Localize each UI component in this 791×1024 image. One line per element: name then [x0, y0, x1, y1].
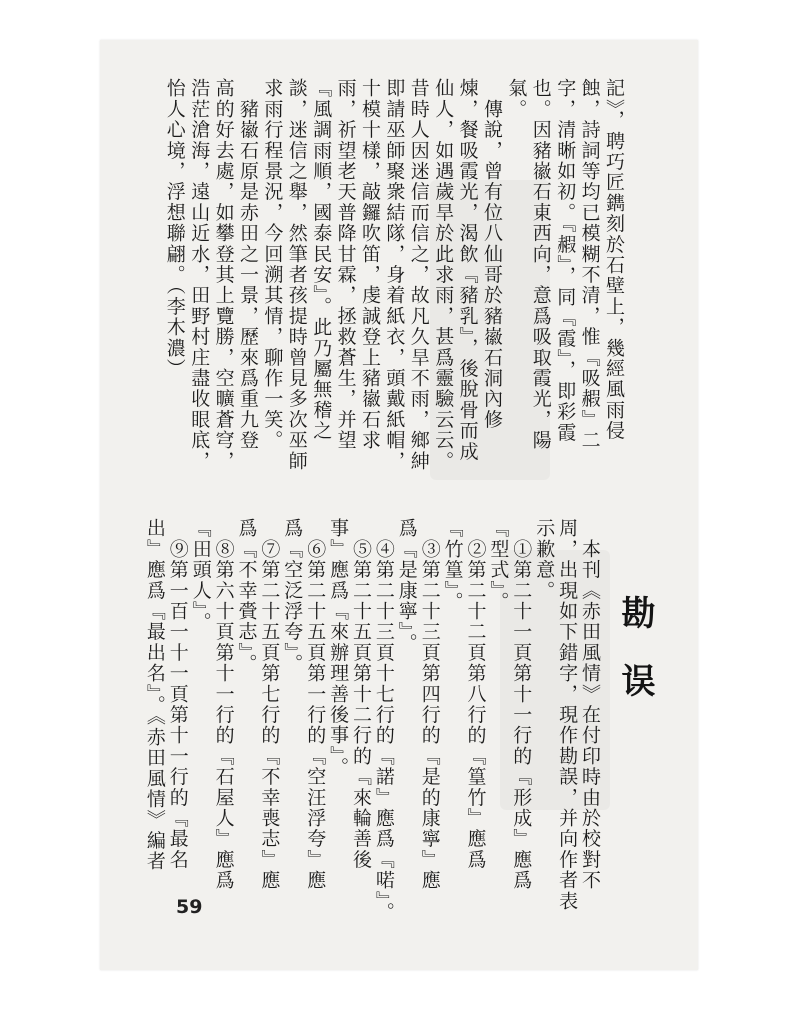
- text-column: 雨，祈望老天普降甘霖，拯救蒼生，并望: [334, 78, 357, 451]
- text-column: 氣。: [505, 78, 528, 120]
- text-column: 周，出現如下錯字，現作勘誤，并向作者表: [556, 518, 579, 912]
- text-column: 煉，餐吸霞光，渴飲『豬乳』，後脫骨而成: [456, 78, 479, 462]
- text-column: 談，迷信之舉，然筆者孩提時曾見多次巫師: [285, 78, 308, 472]
- text-column: ②第二十二頁第八行的『篁竹』應爲: [464, 518, 487, 870]
- text-column: ①第二十一頁第十一行的『形成』應爲: [510, 518, 533, 891]
- text-column: ⑧第六十頁第十一行的『石屋人』應爲: [212, 518, 235, 891]
- text-column: 爲『空泛浮夸』。: [281, 518, 304, 675]
- book-page: [100, 40, 698, 970]
- text-column: 蝕，詩詞等均已模糊不清，惟『吸赮』二: [578, 78, 601, 451]
- text-column: 浩茫滄海，遠山近水，田野村庄盡收眼底，: [188, 78, 211, 472]
- text-column: 出』應爲『最出名』。《赤田風情》編者: [143, 518, 166, 872]
- erratum-heading: 勘误: [615, 595, 655, 731]
- text-column: 記》，聘巧匠鐫刻於石壁上，幾經風雨侵: [603, 78, 625, 442]
- text-column: 怡人心境，浮想聯翩。（李木濃）: [163, 78, 186, 379]
- text-column: 十模十樣，敲鑼吹笛，虔誠登上豬𡽪石求: [359, 78, 381, 451]
- text-column: 豬𡽪石原是赤田之一景，歷來爲重九登: [237, 78, 259, 451]
- text-column: 『田頭人』。: [189, 518, 212, 633]
- text-column: 爲『是康寧』。: [395, 518, 418, 654]
- text-column: ⑦第二十五頁第七行的『不幸喪志』應: [258, 518, 281, 891]
- text-column: 即請巫師聚衆結隊，身着紙衣，頭戴紙帽，: [383, 78, 406, 472]
- text-column: 昔時人因迷信而信之，故凡久旱不雨，鄉紳: [407, 78, 430, 472]
- text-column: 『竹篁』。: [441, 518, 464, 612]
- text-column: ④第二十三頁十七行的『諾』應爲『喏』。: [372, 518, 395, 923]
- text-column: 『風調雨順，國泰民安』。此乃屬無稽之: [310, 78, 333, 442]
- text-column: 高的好去處，如攀登其上覽勝，空曠蒼穹，: [212, 78, 235, 472]
- text-column: ⑤第二十五頁第十二行的『來輪善後: [350, 518, 372, 870]
- text-column: 『型式』。: [487, 518, 510, 612]
- text-column: 示歉意。: [533, 518, 556, 601]
- text-column: 求雨行程景況，今回溯其情，聊作一笑。: [261, 78, 284, 451]
- page-number: 59: [176, 896, 203, 918]
- text-column: ⑨第一百一十一頁第十一行的『最名: [166, 518, 189, 870]
- text-column: 也。因豬𡽪石東西向，意爲吸取霞光，陽: [529, 78, 552, 451]
- text-column: ③第二十三頁第四行的『是的康寧』應: [418, 518, 441, 891]
- text-column: 字，清晰如初。『赮』，同『霞』，即彩霞: [554, 78, 577, 443]
- text-column: ⑥第二十五頁第一行的『空汪浮夸』應: [304, 518, 327, 891]
- text-column: 仙人，如遇歲旱於此求雨，甚爲靈驗云云。: [432, 78, 455, 472]
- text-column: 本刊《赤田風情》在付印時由於校對不: [579, 518, 601, 891]
- text-column: 爲『不幸賫志』。: [235, 518, 258, 675]
- text-column: 傳說，曾有位八仙哥於豬𡽪石洞內修: [481, 78, 503, 430]
- text-column: 事』應爲『來辦理善後事』。: [327, 518, 350, 778]
